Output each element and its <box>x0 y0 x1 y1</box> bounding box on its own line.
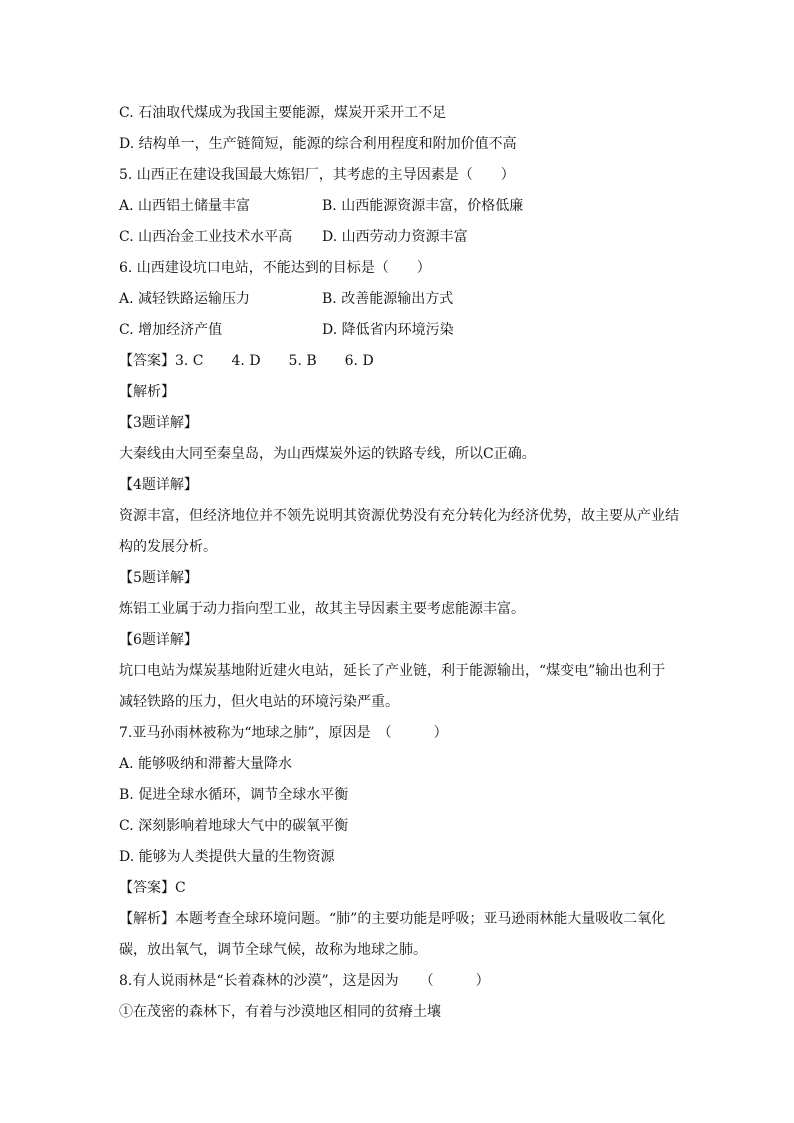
analysis-heading: 【解析】 <box>119 384 175 400</box>
q6-option-a: A. 减轻铁路运输压力 <box>119 291 251 307</box>
q4-option-d: D. 结构单一，生产链简短，能源的综合利用程度和附加价值不高 <box>119 136 517 152</box>
q5-option-d: D. 山西劳动力资源丰富 <box>322 229 468 245</box>
q6-detail-text-1: 坑口电站为煤炭基地附近建火电站，延长了产业链，利于能源输出，“煤变电”输出也利于 <box>119 663 666 679</box>
q4-detail-text-1: 资源丰富，但经济地位并不领先说明其资源优势没有充分转化为经济优势，故主要从产业结 <box>119 508 679 524</box>
q5-detail-text: 炼铝工业属于动力指向型工业，故其主导因素主要考虑能源丰富。 <box>119 601 525 617</box>
q5-options-row-1 <box>119 196 679 216</box>
q6-stem: 6. 山西建设坑口电站，不能达到的目标是（ ） <box>119 260 431 276</box>
q5-option-c: C. 山西冶金工业技术水平高 <box>119 229 293 245</box>
q5-options-row-2 <box>119 227 679 247</box>
q6-options-row-2 <box>119 320 679 340</box>
q7-answer: 【答案】C <box>119 880 186 896</box>
q7-analysis-2: 碳，放出氧气，调节全球气候，故称为地球之肺。 <box>119 942 427 958</box>
q4-detail-heading: 【4题详解】 <box>119 477 198 493</box>
q5-option-b: B. 山西能源资源丰富，价格低廉 <box>322 198 524 214</box>
q6-detail-heading: 【6题详解】 <box>119 632 198 648</box>
q4-detail-text-2: 构的发展分析。 <box>119 539 217 555</box>
q7-option-b: B. 促进全球水循环，调节全球水平衡 <box>119 787 349 803</box>
answer-3-6: 【答案】3. C 4. D 5. B 6. D <box>119 353 374 369</box>
q7-option-c: C. 深刻影响着地球大气中的碳氧平衡 <box>119 818 349 834</box>
q5-option-a: A. 山西铝土储量丰富 <box>119 198 251 214</box>
q6-option-c: C. 增加经济产值 <box>119 322 223 338</box>
q7-analysis-1: 【解析】本题考查全球环境问题。“肺”的主要功能是呼吸；亚马逊雨林能大量吸收二氧化 <box>119 911 666 927</box>
q5-detail-heading: 【5题详解】 <box>119 570 198 586</box>
q6-detail-text-2: 减轻铁路的压力，但火电站的环境污染严重。 <box>119 694 399 710</box>
q6-option-b: B. 改善能源输出方式 <box>322 291 454 307</box>
q7-stem: 7.亚马孙雨林被称为“地球之肺”，原因是 （ ） <box>119 725 448 741</box>
q3-detail-heading: 【3题详解】 <box>119 415 198 431</box>
q8-statement-1: ①在茂密的森林下，有着与沙漠地区相同的贫瘠土壤 <box>119 1004 441 1020</box>
q3-detail-text: 大秦线由大同至秦皇岛，为山西煤炭外运的铁路专线，所以C正确。 <box>119 446 536 462</box>
q6-options-row-1 <box>119 289 679 309</box>
q5-stem: 5. 山西正在建设我国最大炼铝厂，其考虑的主导因素是（ ） <box>119 167 515 183</box>
q4-option-c: C. 石油取代煤成为我国主要能源，煤炭开采开工不足 <box>119 105 447 121</box>
q7-option-a: A. 能够吸纳和滞蓄大量降水 <box>119 756 293 772</box>
q6-option-d: D. 降低省内环境污染 <box>322 322 454 338</box>
q8-stem: 8.有人说雨林是“长着森林的沙漠”，这是因为 （ ） <box>119 973 490 989</box>
q7-option-d: D. 能够为人类提供大量的生物资源 <box>119 849 335 865</box>
